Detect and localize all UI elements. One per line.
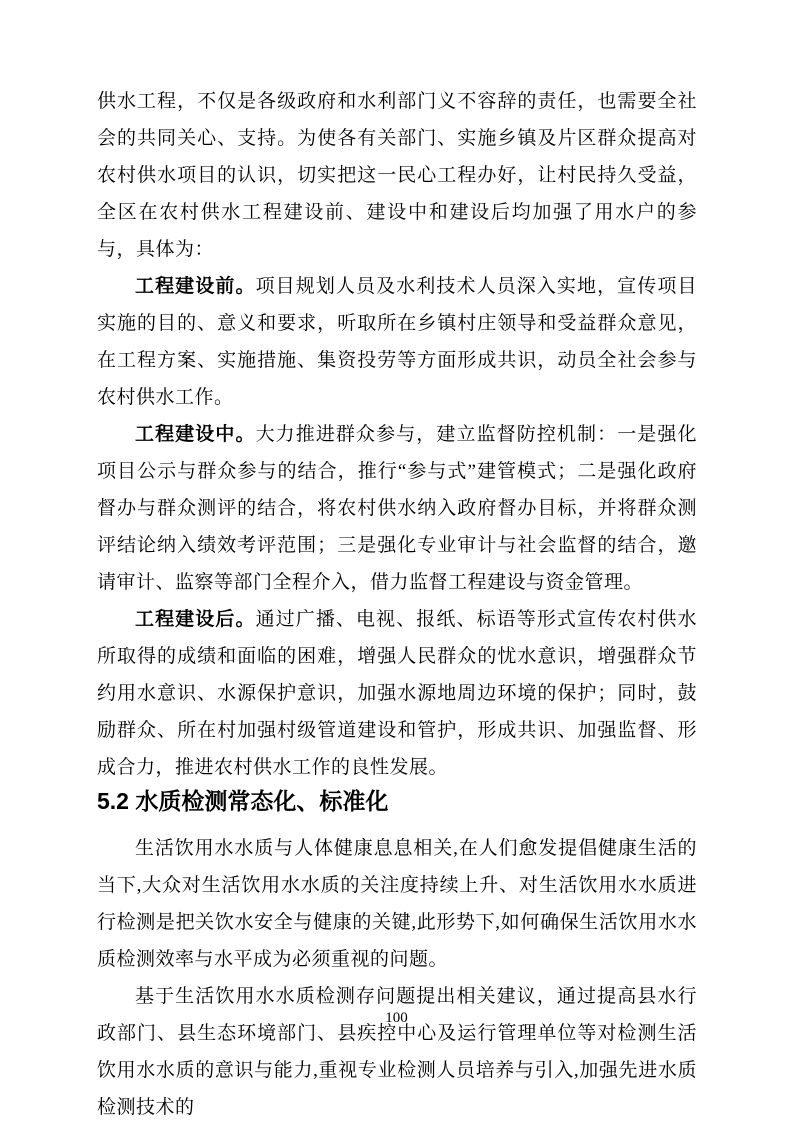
paragraph-text: 生活饮用水水质与人体健康息息相关,在人们愈发提倡健康生活的当下,大众对生活饮用水水质的关注度持续上升、对生活饮用水水质进行检测是把关饮水安全与健康的关键,此形势下,如何确保生活饮用水水质检测效率与水平成为必须重视的问题。: [97, 838, 697, 970]
body-paragraph: [97, 601, 697, 786]
paragraph-lead: 工程建设后。: [135, 609, 256, 630]
paragraph-lead: 工程建设中。: [135, 424, 256, 445]
body-paragraph: [97, 268, 697, 416]
paragraph-text: 基于生活饮用水水质检测存问题提出相关建议，通过提高县水行政部门、县生态环境部门、县疾控中心及运行管理单位等对检测生活饮用水水质的意识与能力,重视专业检测人员培养与引入,加强先进水质检测技术的: [97, 986, 697, 1118]
body-paragraph: [97, 416, 697, 601]
body-paragraph: [97, 830, 697, 978]
body-paragraph: [97, 83, 697, 268]
body-paragraph: [97, 978, 697, 1122]
paragraph-text: 项目规划人员及水利技术人员深入实地，宣传项目实施的目的、意义和要求，听取所在乡镇村庄领导和受益群众意见，在工程方案、实施措施、集资投劳等方面形成共识，动员全社会参与农村供水工作。: [97, 276, 697, 408]
paragraph-text: 通过广播、电视、报纸、标语等形式宣传农村供水所取得的成绩和面临的困难，增强人民群众的忧水意识，增强群众节约用水意识、水源保护意识，加强水源地周边环境的保护；同时，鼓励群众、所在村加强村级管道建设和管护，形成共识、加强监督、形成合力，推进农村供水工作的良性发展。: [97, 609, 697, 778]
page-number: 100: [385, 1010, 408, 1026]
paragraph-lead: 工程建设前。: [135, 276, 256, 297]
paragraph-text: 大力推进群众参与，建立监督防控机制：一是强化项目公示与群众参与的结合，推行“参与式”建管模式；二是强化政府督办与群众测评的结合，将农村供水纳入政府督办目标，并将群众测评结论纳入绩效考评范围；三是强化专业审计与社会监督的结合，邀请审计、监察等部门全程介入，借力监督工程建设与资金管理。: [97, 424, 697, 593]
paragraph-text: 供水工程，不仅是各级政府和水利部门义不容辞的责任，也需要全社会的共同关心、支持。为使各有关部门、实施乡镇及片区群众提高对农村供水项目的认识，切实把这一民心工程办好，让村民持久受益，全区在农村供水工程建设前、建设中和建设后均加强了用水户的参与，具体为：: [97, 91, 697, 260]
section-heading: 5.2 水质检测常态化、标准化: [97, 788, 389, 814]
